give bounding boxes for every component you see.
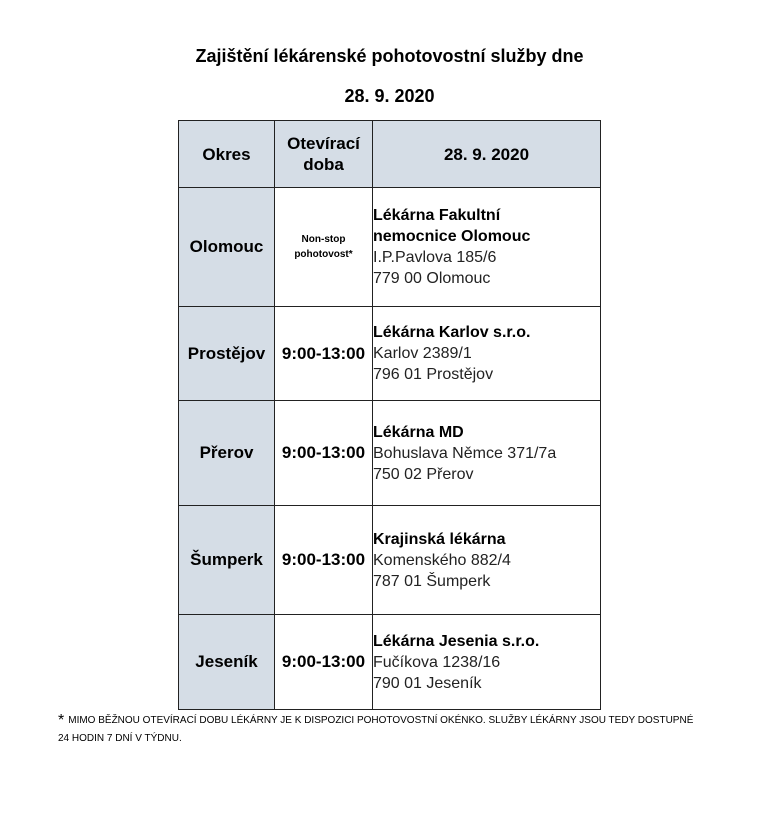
header-okres: Okres	[179, 121, 275, 188]
pharmacy-city: 787 01 Šumperk	[373, 572, 491, 590]
pharmacy-street: Karlov 2389/1	[373, 345, 472, 362]
hours-small-line1: Non-stop	[301, 234, 346, 245]
table-header-row	[179, 121, 601, 188]
pharmacy-cell	[373, 401, 601, 506]
table-row	[179, 401, 601, 506]
hours-cell: 9:00-13:00	[275, 615, 373, 710]
pharmacy-street: Fučíkova 1238/16	[373, 653, 501, 671]
okres-cell: Přerov	[179, 401, 275, 506]
pharmacy-city: 790 01 Jeseník	[373, 674, 482, 692]
hours-cell: 9:00-13:00	[275, 307, 373, 401]
hours-cell: 9:00-13:00	[275, 506, 373, 615]
pharmacy-city: 750 02 Přerov	[373, 465, 474, 483]
okres-cell: Prostějov	[179, 307, 275, 401]
pharmacy-cell	[373, 506, 601, 615]
document-date: 28. 9. 2020	[344, 86, 435, 106]
footnote-asterisk: *	[58, 712, 65, 729]
footnote-line2: 24 HODIN 7 DNÍ V TÝDNU.	[58, 733, 182, 744]
header-oteviraci-line2: doba	[303, 155, 344, 174]
pharmacy-street: Bohuslava Němce 371/7a	[373, 444, 557, 462]
okres-cell: Šumperk	[179, 506, 275, 615]
pharmacy-city: 779 00 Olomouc	[373, 270, 491, 287]
okres-cell: Jeseník	[179, 615, 275, 710]
pharmacy-name-line1: Lékárna Fakultní	[373, 207, 501, 224]
hours-cell	[275, 188, 373, 307]
pharmacy-name: Lékárna MD	[373, 423, 464, 441]
footnote	[58, 712, 728, 748]
pharmacy-name: Krajinská lékárna	[373, 530, 506, 548]
document-title: Zajištění lékárenské pohotovostní služby dne	[195, 46, 584, 66]
okres-cell: Olomouc	[179, 188, 275, 307]
pharmacy-name-line2: nemocnice Olomouc	[373, 228, 531, 245]
table-row	[179, 506, 601, 615]
pharmacy-duty-table	[178, 120, 601, 710]
pharmacy-street: Komenského 882/4	[373, 551, 511, 569]
pharmacy-cell	[373, 615, 601, 710]
pharmacy-cell	[373, 307, 601, 401]
footnote-line1: MIMO BĚŽNOU OTEVÍRACÍ DOBU LÉKÁRNY JE K DISPOZICI POHOTOVOSTNÍ OKÉNKO. SLUŽBY LÉKÁRNY JSOU TEDY DOSTUPNÉ	[68, 715, 694, 726]
pharmacy-city: 796 01 Prostějov	[373, 366, 494, 383]
header-date: 28. 9. 2020	[373, 121, 601, 188]
table-row	[179, 307, 601, 401]
hours-cell: 9:00-13:00	[275, 401, 373, 506]
header-oteviraci-doba	[275, 121, 373, 188]
pharmacy-cell	[373, 188, 601, 307]
table-row	[179, 188, 601, 307]
hours-small-line2: pohotovost*	[294, 249, 353, 260]
pharmacy-street: I.P.Pavlova 185/6	[373, 249, 497, 266]
pharmacy-name: Lékárna Jesenia s.r.o.	[373, 632, 540, 650]
table-row	[179, 615, 601, 710]
header-oteviraci-line1: Otevírací	[287, 134, 360, 153]
pharmacy-name: Lékárna Karlov s.r.o.	[373, 324, 531, 341]
